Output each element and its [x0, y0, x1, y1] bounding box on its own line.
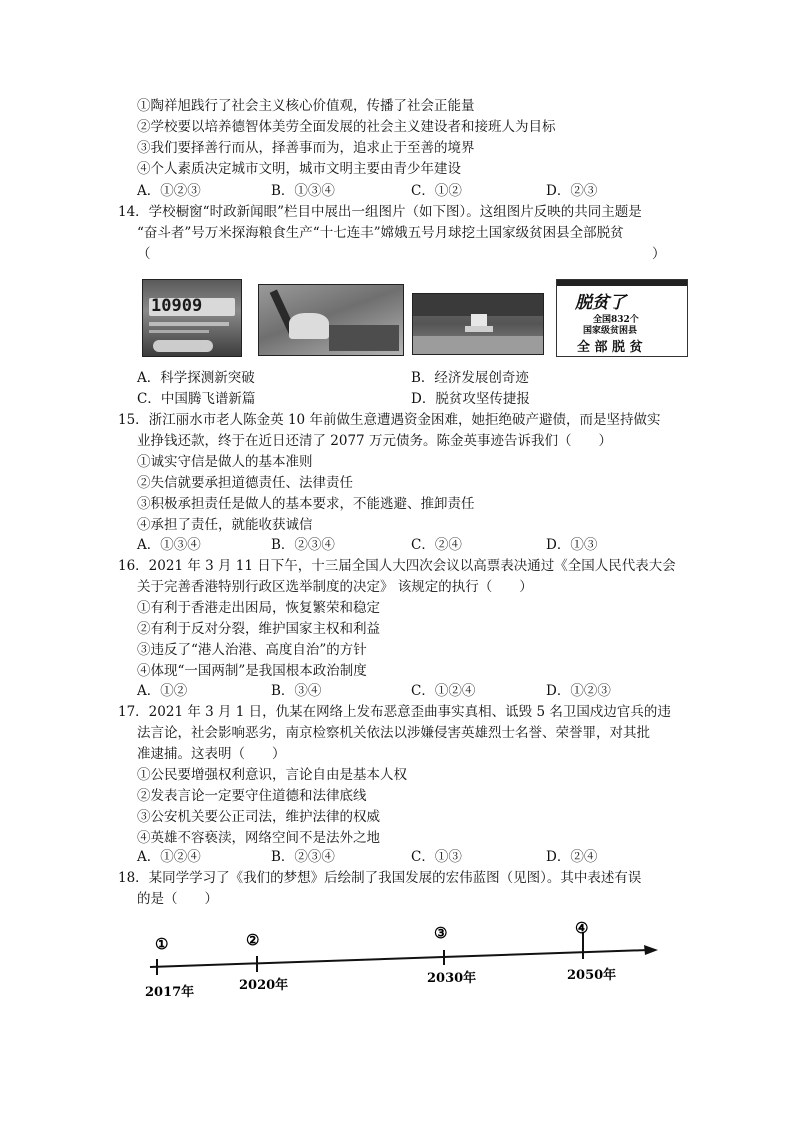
q16-option-d[interactable]: D．①②③ — [546, 683, 611, 699]
timeline-arrowhead — [644, 945, 658, 955]
q17-stem-3: 准逮捕。这表明（ ） — [137, 746, 286, 762]
q17-stem-2: 法言论，社会影响恶劣，南京检察机关依法以涉嫌侵害英雄烈士名誉、荣誉罪，对其批 — [137, 725, 650, 741]
q16-option-b[interactable]: B．③④ — [271, 683, 322, 699]
q17-item-2: ②发表言论一定要守住道德和法律底线 — [137, 788, 367, 804]
q16-item-4: ④体现“一国两制”是我国根本政治制度 — [137, 663, 367, 679]
q13-option-b[interactable]: B．①③④ — [271, 183, 335, 199]
q17-option-d[interactable]: D．②④ — [546, 849, 598, 865]
q17-option-a[interactable]: A．①②④ — [137, 849, 201, 865]
q18-stem-1: 18．某同学学习了《我们的梦想》后绘制了我国发展的宏伟蓝图（见图）。其中表述有误 — [118, 870, 642, 886]
q15-option-d[interactable]: D．①③ — [546, 537, 598, 553]
q15-option-c[interactable]: C．②④ — [411, 537, 462, 553]
q14-option-c[interactable]: C．中国腾飞谱新篇 — [137, 391, 256, 407]
q16-item-1: ①有利于香港走出困局，恢复繁荣和稳定 — [137, 600, 380, 616]
q18-stem-2: 的是（ ） — [137, 891, 218, 907]
q13-item-3: ③我们要择善行而从，择善事而为，追求止于至善的境界 — [137, 140, 475, 156]
q16-option-c[interactable]: C．①②④ — [411, 683, 476, 699]
q13-options — [0, 182, 794, 200]
q16-item-3: ③违反了“港人治港、高度自治”的方针 — [137, 642, 367, 658]
q13-option-c[interactable]: C．①② — [411, 183, 462, 199]
timeline-axis — [150, 950, 648, 967]
q13-item-4: ④个人素质决定城市文明，城市文明主要由青少年建设 — [137, 161, 461, 177]
q15-option-a[interactable]: A．①③④ — [137, 537, 201, 553]
poster-line-3: 全 部 脱 贫 — [577, 340, 643, 355]
photo-deep-sea-submersible — [142, 279, 242, 357]
q14-options-row1 — [0, 369, 794, 387]
timeline-mark-4: ④ — [575, 919, 589, 937]
q14-option-d[interactable]: D．脱贫攻坚传捷报 — [411, 391, 530, 407]
timeline-mark-2: ② — [246, 931, 260, 949]
timeline-mark-3: ③ — [434, 924, 448, 942]
photo-grain-harvest — [258, 284, 404, 356]
q13-option-d[interactable]: D．②③ — [546, 183, 598, 199]
timeline-year-2017: 2017年 — [145, 985, 195, 1000]
q13-item-1: ①陶祥旭践行了社会主义核心价值观，传播了社会正能量 — [137, 98, 475, 114]
q14-option-b[interactable]: B．经济发展创奇迹 — [411, 370, 529, 386]
q15-item-4: ④承担了责任，就能收获诚信 — [137, 517, 313, 533]
q15-option-b[interactable]: B．②③④ — [271, 537, 335, 553]
photo-poverty-poster — [556, 279, 688, 357]
q15-item-3: ③积极承担责任是做人的基本要求，不能逃避、推卸责任 — [137, 496, 475, 512]
timeline-year-2020: 2020年 — [239, 978, 289, 993]
q15-stem-1: 15．浙江丽水市老人陈金英 10 年前做生意遭遇资金困难，她拒绝破产避债，而是坚持做实 — [118, 412, 661, 428]
q17-stem-1: 17．2021 年 3 月 1 日，仇某在网络上发布恶意歪曲事实真相、诋毁 5 名卫国戍边官兵的违 — [118, 704, 671, 720]
q14-options-row2 — [0, 390, 794, 408]
q15-item-2: ②失信就要承担道德责任、法律责任 — [137, 475, 353, 491]
q16-stem-2: 关于完善香港特别行政区选举制度的决定》 该规定的执行（ ） — [137, 579, 533, 595]
q17-item-1: ①公民要增强权利意识，言论自由是基本人权 — [137, 767, 407, 783]
development-timeline — [0, 915, 794, 1005]
timeline-mark-1: ① — [155, 935, 169, 953]
q14-paren-close: ） — [652, 246, 666, 262]
q14-option-a[interactable]: A．科学探测新突破 — [137, 370, 255, 386]
q14-stem-2: “奋斗者”号万米探海粮食生产“十七连丰”嫦娥五号月球挖土国家级贫困县全部脱贫 — [137, 225, 624, 241]
poster-line-1: 全国832个 — [593, 315, 639, 325]
q15-item-1: ①诚实守信是做人的基本准则 — [137, 454, 313, 470]
q17-option-b[interactable]: B．②③④ — [271, 849, 335, 865]
q17-option-c[interactable]: C．①③ — [411, 849, 462, 865]
q16-option-a[interactable]: A．①② — [137, 683, 188, 699]
q16-item-2: ②有利于反对分裂，维护国家主权和利益 — [137, 621, 380, 637]
q17-item-4: ④英雄不容亵渎，网络空间不是法外之地 — [137, 830, 380, 846]
q17-item-3: ③公安机关要公正司法，维护法律的权威 — [137, 809, 380, 825]
photo-depth-number: 10909 — [151, 296, 203, 316]
poster-line-2: 国家级贫困县 — [583, 326, 638, 336]
q14-paren-open: （ — [137, 246, 151, 262]
q15-stem-2: 业挣钱还款，终于在近日还清了 2077 万元债务。陈金英事迹告诉我们（ ） — [137, 433, 612, 449]
q17-options — [0, 848, 794, 866]
q15-options — [0, 536, 794, 554]
timeline-year-2050: 2050年 — [567, 968, 617, 983]
poster-title: 脱贫了 — [575, 293, 626, 313]
q16-options — [0, 682, 794, 700]
q14-stem-1: 14．学校橱窗“时政新闻眼”栏目中展出一组图片（如下图）。这组图片反映的共同主题是 — [118, 204, 642, 220]
q13-item-2: ②学校要以培养德智体美劳全面发展的社会主义建设者和接班人为目标 — [137, 119, 556, 135]
timeline-year-2030: 2030年 — [427, 971, 477, 986]
photo-lunar-lander — [412, 293, 544, 355]
q13-option-a[interactable]: A．①②③ — [137, 183, 201, 199]
q16-stem-1: 16．2021 年 3 月 11 日下午，十三届全国人大四次会议以高票表决通过《全国人民代表大会 — [118, 558, 676, 574]
